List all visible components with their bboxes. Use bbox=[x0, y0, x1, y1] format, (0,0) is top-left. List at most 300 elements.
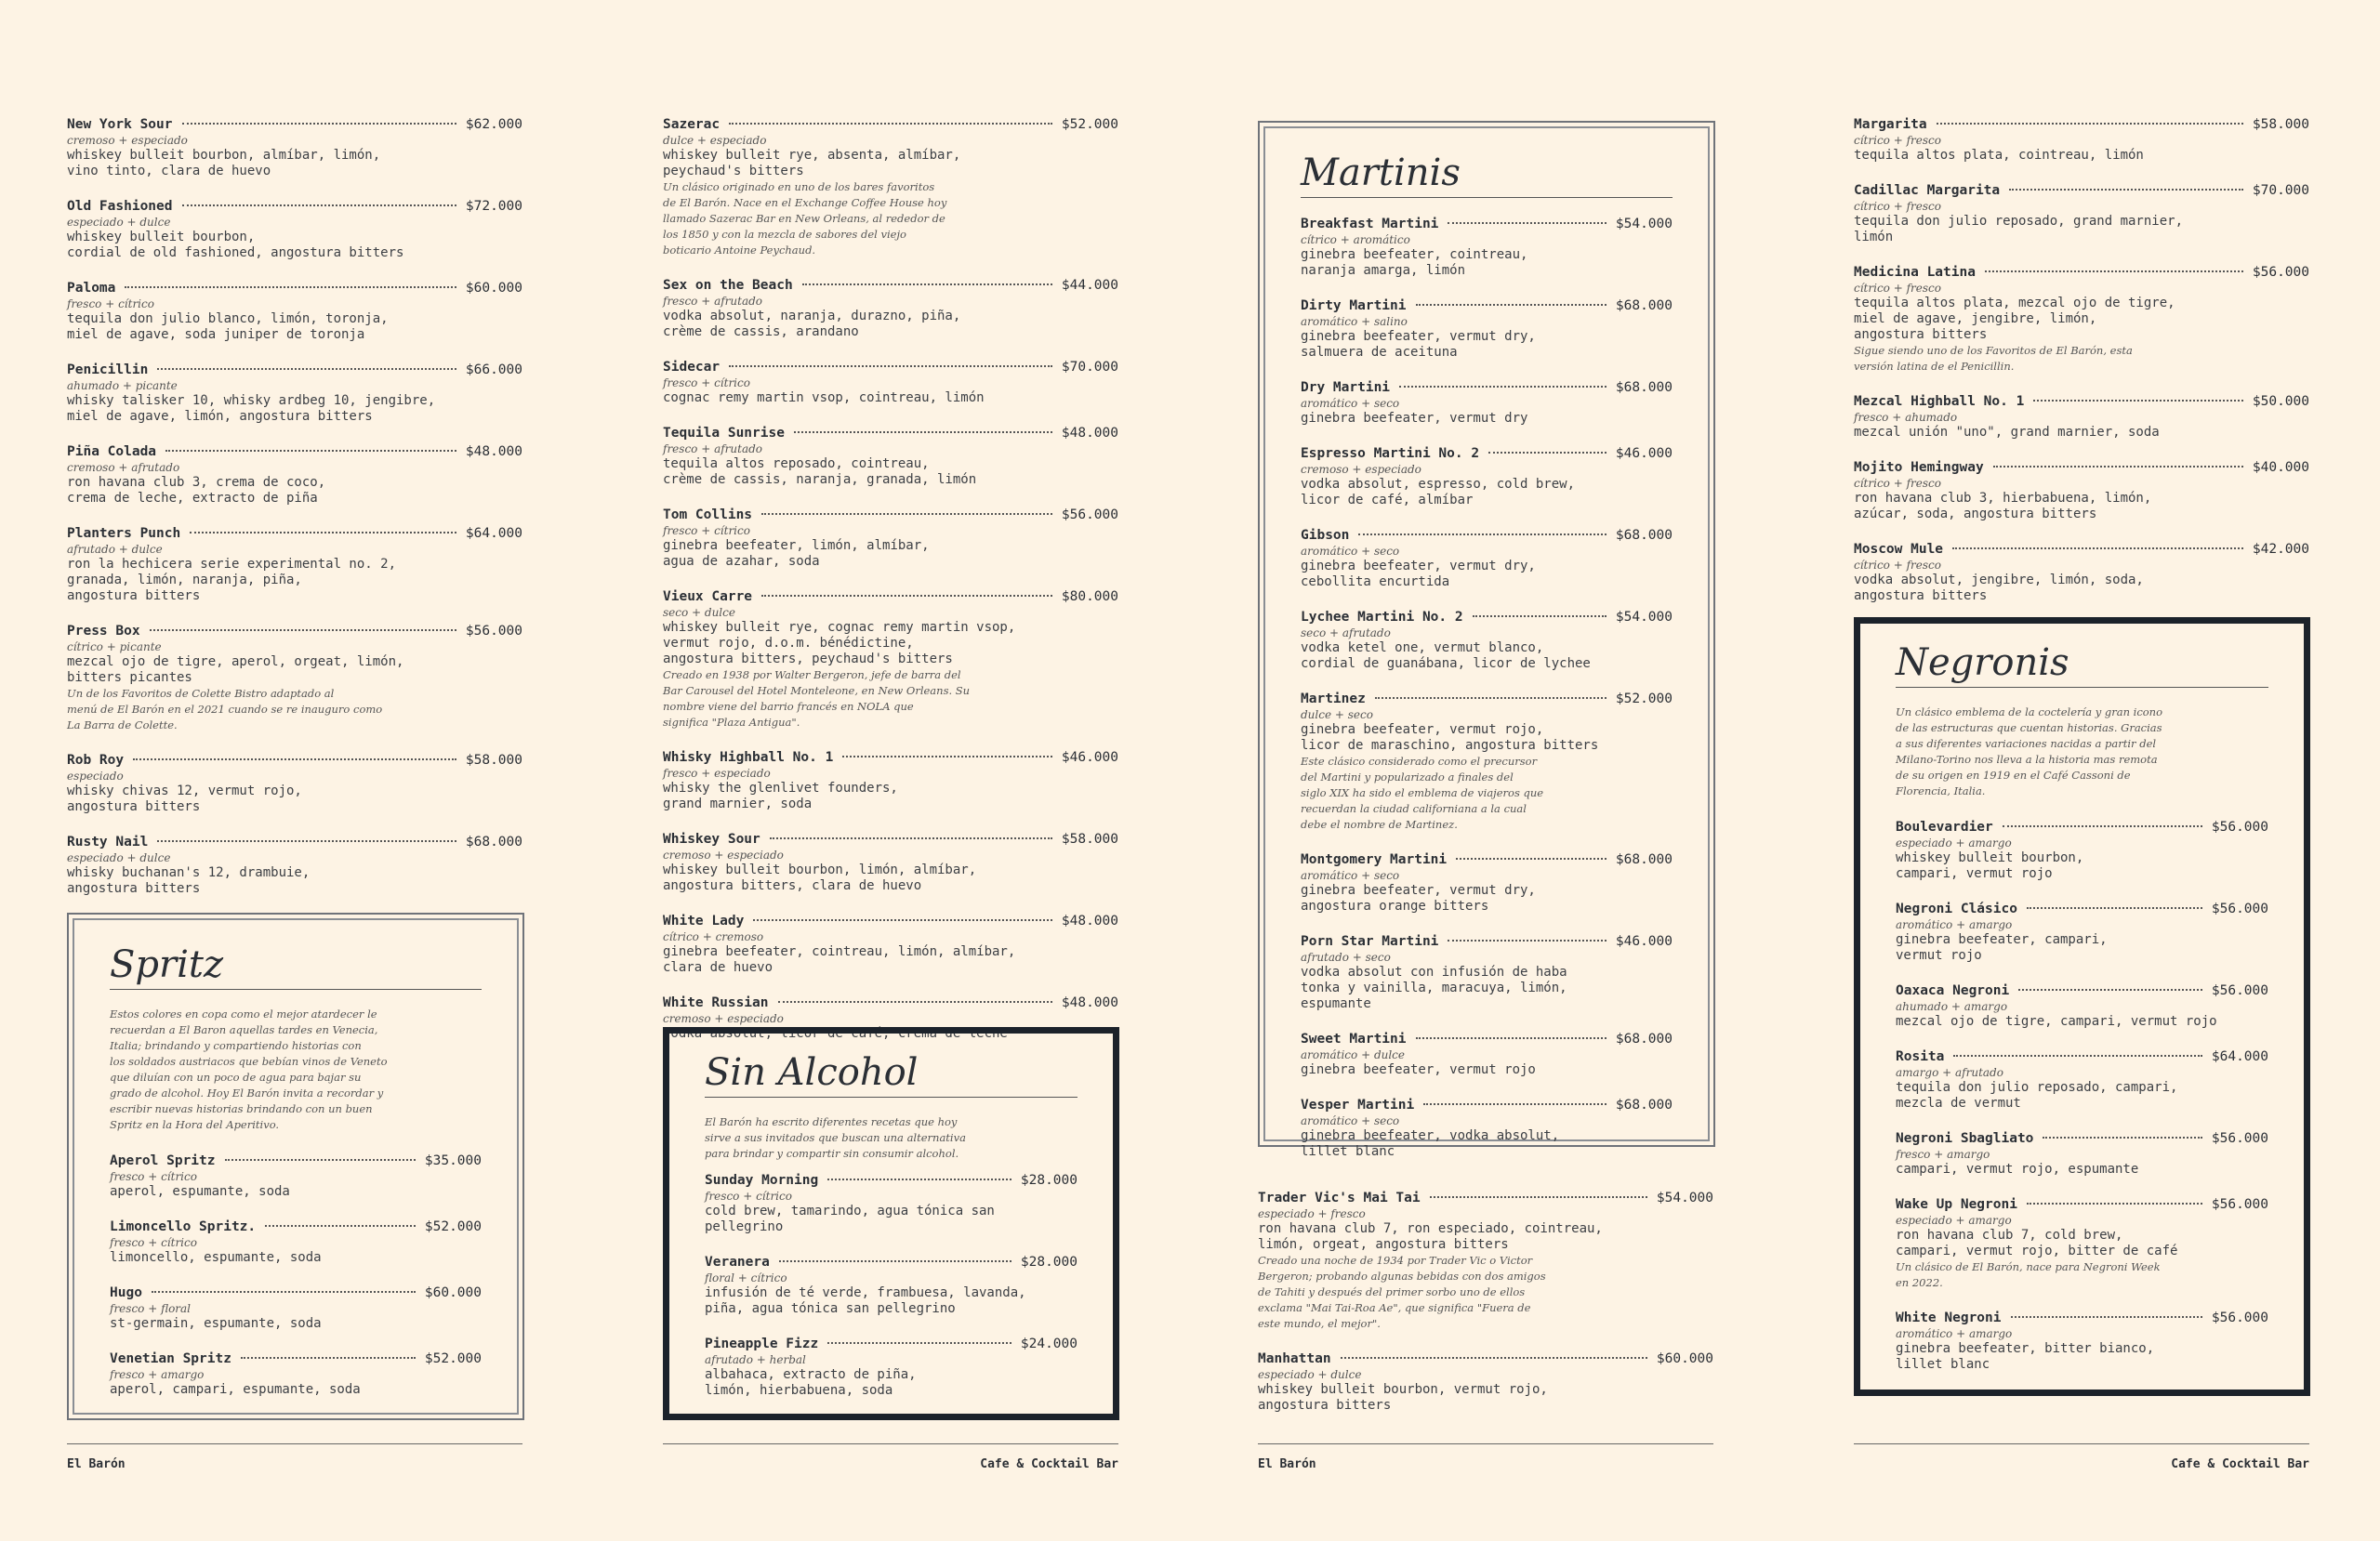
flavor-tags: fresco + cítrico bbox=[663, 524, 750, 537]
ingredients: limoncello, espumante, soda bbox=[110, 1250, 322, 1265]
drink-price: $56.000 bbox=[2211, 902, 2268, 916]
menu-item-row bbox=[663, 994, 1118, 1012]
menu-item-row bbox=[1896, 818, 2268, 836]
ingredients: whisky chivas 12, vermut rojo, angostura bitters bbox=[67, 784, 302, 814]
ingredients: ginebra beefeater, vermut dry, cebollita encurtida bbox=[1301, 559, 1536, 589]
drink-name: Tom Collins bbox=[663, 507, 753, 522]
menu-item-row bbox=[67, 115, 522, 134]
menu-item-row bbox=[1896, 981, 2268, 1000]
ingredients: vodka absolut, jengibre, limón, soda, angostura bitters bbox=[1854, 573, 2144, 603]
menu-item-row bbox=[1854, 263, 2309, 282]
drink-price: $54.000 bbox=[1615, 217, 1673, 231]
menu-item bbox=[1301, 215, 1673, 279]
dot-leader bbox=[125, 286, 456, 288]
dot-leader bbox=[1488, 452, 1606, 454]
flavor-tags: dulce + especiado bbox=[663, 134, 767, 147]
negronis-title: Negronis bbox=[1896, 640, 2268, 688]
ingredients: whiskey bulleit rye, absenta, almíbar, peychaud's bitters bbox=[663, 148, 961, 178]
drink-name: Cadillac Margarita bbox=[1854, 183, 2001, 198]
menu-item bbox=[663, 358, 1118, 406]
ingredients: whiskey bulleit rye, cognac remy martin vsop, vermut rojo, d.o.m. bénédictine, angostura bitters, peychaud's bitters bbox=[663, 620, 1016, 666]
dot-leader bbox=[827, 1179, 1012, 1180]
dot-leader bbox=[2027, 1203, 2202, 1205]
ingredients: tequila don julio blanco, limón, toronja, miel de agave, soda juniper de toronja bbox=[67, 311, 389, 342]
drink-price: $68.000 bbox=[465, 835, 522, 850]
history-note: Este clásico considerado como el precursor del Martini y popularizado a finales del siglo XIX ha sido el emblema de viajeros que recuerdan la ciudad californiana a la cual debe el nombre de Martinez. bbox=[1301, 755, 1544, 831]
drink-name: Aperol Spritz bbox=[110, 1153, 216, 1168]
flavor-tags: especiado + amargo bbox=[1896, 1214, 2012, 1227]
menu-item-row bbox=[1896, 900, 2268, 918]
drink-name: Breakfast Martini bbox=[1301, 217, 1439, 231]
menu-item-row bbox=[705, 1253, 1078, 1271]
drink-price: $60.000 bbox=[1656, 1351, 1713, 1366]
drink-price: $68.000 bbox=[1615, 1032, 1673, 1047]
dot-leader bbox=[2003, 825, 2202, 827]
flavor-tags: cremoso + especiado bbox=[663, 1012, 784, 1025]
ingredients: ginebra beefeater, vermut dry, salmuera de aceituna bbox=[1301, 329, 1536, 360]
menu-item bbox=[110, 1284, 482, 1332]
drink-price: $46.000 bbox=[1061, 750, 1118, 765]
flavor-tags: cítrico + fresco bbox=[1854, 134, 1941, 147]
ingredients: ginebra beefeater, bitter bianco, lillet blanc bbox=[1896, 1341, 2155, 1372]
sin-alcohol-list bbox=[705, 1171, 1078, 1399]
flavor-tags: aromático + seco bbox=[1301, 869, 1400, 882]
menu-item-row bbox=[663, 506, 1118, 524]
dot-leader bbox=[2009, 189, 2243, 191]
flavor-tags: fresco + especiado bbox=[663, 767, 771, 780]
flavor-tags: fresco + afrutado bbox=[663, 295, 763, 308]
spritz-list bbox=[110, 1152, 482, 1398]
menu-item-row bbox=[1258, 1350, 1713, 1368]
menu-item-row bbox=[1854, 392, 2309, 411]
dot-leader bbox=[2043, 1137, 2202, 1139]
drink-price: $58.000 bbox=[465, 753, 522, 768]
menu-item bbox=[67, 115, 522, 179]
menu-item-row bbox=[663, 587, 1118, 606]
dot-leader bbox=[794, 431, 1052, 433]
drink-name: Vieux Carre bbox=[663, 589, 753, 604]
menu-item bbox=[1854, 392, 2309, 441]
dot-leader bbox=[265, 1225, 416, 1227]
flavor-tags: fresco + cítrico bbox=[67, 297, 154, 310]
menu-item-row bbox=[67, 279, 522, 297]
footer-tagline-1: Cafe & Cocktail Bar bbox=[663, 1443, 1118, 1471]
menu-item bbox=[1301, 526, 1673, 590]
dot-leader bbox=[1993, 466, 2243, 468]
drink-name: Hugo bbox=[110, 1285, 142, 1300]
ingredients: cognac remy martin vsop, cointreau, limón bbox=[663, 390, 985, 405]
spritz-section bbox=[67, 913, 524, 1420]
menu-item-row bbox=[1301, 378, 1673, 397]
drink-name: Lychee Martini No. 2 bbox=[1301, 610, 1463, 625]
dot-leader bbox=[1416, 1037, 1606, 1039]
drink-price: $64.000 bbox=[465, 526, 522, 541]
menu-item bbox=[663, 424, 1118, 488]
drink-name: Mojito Hemingway bbox=[1854, 460, 1984, 475]
flavor-tags: cítrico + aromático bbox=[1301, 233, 1410, 246]
flavor-tags: aromático + seco bbox=[1301, 545, 1400, 558]
flavor-tags: especiado bbox=[67, 770, 124, 783]
drink-name: Sweet Martini bbox=[1301, 1032, 1407, 1047]
drink-name: Whiskey Sour bbox=[663, 832, 760, 847]
dot-leader bbox=[1937, 123, 2243, 125]
ingredients: albahaca, extracto de piña, limón, hierbabuena, soda bbox=[705, 1367, 917, 1398]
ingredients: whisky the glenlivet founders, grand marnier, soda bbox=[663, 781, 898, 811]
dot-leader bbox=[225, 1159, 416, 1161]
drink-price: $56.000 bbox=[2211, 1311, 2268, 1325]
martinis-list bbox=[1301, 215, 1673, 1160]
menu-item bbox=[1854, 263, 2309, 375]
footer-brand-2: El Barón bbox=[1258, 1443, 1713, 1471]
dot-leader bbox=[241, 1357, 416, 1359]
drink-price: $56.000 bbox=[2211, 1197, 2268, 1212]
dot-leader bbox=[1448, 940, 1606, 942]
menu-item bbox=[663, 748, 1118, 812]
drink-price: $28.000 bbox=[1020, 1173, 1078, 1188]
ingredients: vodka absolut, espresso, cold brew, licor de café, almíbar bbox=[1301, 477, 1576, 507]
menu-item bbox=[1258, 1189, 1713, 1332]
drink-name: Planters Punch bbox=[67, 526, 181, 541]
menu-item-row bbox=[663, 115, 1118, 134]
drink-price: $56.000 bbox=[2211, 820, 2268, 835]
drink-price: $48.000 bbox=[1061, 914, 1118, 929]
menu-item-row bbox=[705, 1171, 1078, 1190]
dot-leader bbox=[190, 532, 456, 533]
drink-name: Tequila Sunrise bbox=[663, 426, 785, 441]
drink-price: $68.000 bbox=[1615, 298, 1673, 313]
flavor-tags: cítrico + picante bbox=[67, 640, 162, 653]
flavor-tags: ahumado + picante bbox=[67, 379, 178, 392]
drink-name: Veranera bbox=[705, 1255, 770, 1270]
menu-item-row bbox=[67, 622, 522, 640]
drink-price: $44.000 bbox=[1061, 278, 1118, 293]
dot-leader bbox=[778, 1001, 1052, 1003]
menu-item bbox=[1854, 458, 2309, 522]
footer-brand-1: El Barón bbox=[67, 1443, 522, 1471]
drink-name: Negroni Sbagliato bbox=[1896, 1131, 2034, 1146]
ingredients: whiskey bulleit bourbon, almíbar, limón, vino tinto, clara de huevo bbox=[67, 148, 381, 178]
drink-name: Venetian Spritz bbox=[110, 1351, 231, 1366]
menu-item bbox=[1896, 900, 2268, 964]
drink-price: $70.000 bbox=[2252, 183, 2309, 198]
history-note: Un clásico originado en uno de los bares favoritos de El Barón. Nace en el Exchange Coffee House hoy llamado Sazerac Bar en New Orleans, al rededor de los 1850 y con la mezcla de sabores del viejo boticario Antoine Peychaud. bbox=[663, 180, 947, 257]
ingredients: tequila altos plata, cointreau, limón bbox=[1854, 148, 2144, 163]
ingredients: whisky talisker 10, whisky ardbeg 10, jengibre, miel de agave, limón, angostura bitters bbox=[67, 393, 436, 424]
flavor-tags: aromático + salino bbox=[1301, 315, 1408, 328]
ingredients: tequila don julio reposado, campari, mezcla de vermut bbox=[1896, 1080, 2178, 1111]
dot-leader bbox=[1985, 270, 2243, 272]
menu-item bbox=[663, 115, 1118, 258]
menu-item bbox=[663, 830, 1118, 894]
dot-leader bbox=[157, 368, 456, 370]
ingredients: vodka absolut, licor de café, crema de leche bbox=[663, 1026, 1008, 1041]
menu-item bbox=[67, 833, 522, 897]
martinis-section bbox=[1258, 121, 1715, 1159]
ingredients: infusión de té verde, frambuesa, lavanda, piña, agua tónica san pellegrino bbox=[705, 1285, 1026, 1316]
negronis-intro: Un clásico emblema de la coctelería y gran icono de las estructuras que cuentan historias. Gracias a sus diferentes variaciones nacidas a partir del Milano-Torino nos lleva a la historia mas remota de su origen en 1919 en el Café Cassoni de Florencia, Italia. bbox=[1896, 705, 2163, 797]
menu-item bbox=[1854, 181, 2309, 245]
dot-leader bbox=[1341, 1357, 1647, 1359]
drink-name: White Lady bbox=[663, 914, 745, 929]
menu-item bbox=[663, 506, 1118, 570]
menu-item bbox=[663, 912, 1118, 976]
ingredients: aperol, campari, espumante, soda bbox=[110, 1382, 361, 1397]
drink-name: White Negroni bbox=[1896, 1311, 2002, 1325]
ingredients: campari, vermut rojo, espumante bbox=[1896, 1162, 2139, 1177]
ingredients: mezcal ojo de tigre, campari, vermut rojo bbox=[1896, 1014, 2217, 1029]
drink-price: $40.000 bbox=[2252, 460, 2309, 475]
menu-item bbox=[1301, 1096, 1673, 1160]
drink-name: Negroni Clásico bbox=[1896, 902, 2017, 916]
drink-price: $56.000 bbox=[1061, 507, 1118, 522]
drink-name: New York Sour bbox=[67, 117, 173, 132]
dot-leader bbox=[779, 1260, 1012, 1262]
drink-name: Whisky Highball No. 1 bbox=[663, 750, 834, 765]
flavor-tags: cítrico + fresco bbox=[1854, 559, 1941, 572]
drink-name: Margarita bbox=[1854, 117, 1927, 132]
drink-name: Montgomery Martini bbox=[1301, 852, 1448, 867]
menu-item-row bbox=[1301, 526, 1673, 545]
menu-item-row bbox=[1854, 458, 2309, 477]
menu-item bbox=[67, 524, 522, 604]
dot-leader bbox=[753, 919, 1052, 921]
ingredients: ginebra beefeater, vermut dry, angostura orange bitters bbox=[1301, 883, 1536, 914]
menu-item bbox=[1896, 1129, 2268, 1178]
menu-item-row bbox=[67, 833, 522, 851]
menu-item bbox=[67, 279, 522, 343]
drink-price: $56.000 bbox=[2252, 265, 2309, 280]
ingredients: whiskey bulleit bourbon, campari, vermut rojo bbox=[1896, 850, 2084, 881]
menu-item bbox=[1301, 690, 1673, 833]
dot-leader bbox=[1423, 1103, 1606, 1105]
flavor-tags: seco + afrutado bbox=[1301, 626, 1391, 639]
menu-item-row bbox=[663, 748, 1118, 767]
dot-leader bbox=[802, 283, 1052, 285]
menu-item-row bbox=[1301, 296, 1673, 315]
drink-name: Limoncello Spritz. bbox=[110, 1219, 257, 1234]
drink-price: $28.000 bbox=[1020, 1255, 1078, 1270]
dot-leader bbox=[729, 365, 1052, 367]
menu-item-row bbox=[67, 751, 522, 770]
ingredients: vodka absolut, naranja, durazno, piña, crème de cassis, arandano bbox=[663, 309, 961, 339]
drink-name: Rosita bbox=[1896, 1049, 1945, 1064]
dot-leader bbox=[1430, 1196, 1647, 1198]
drink-price: $80.000 bbox=[1061, 589, 1118, 604]
menu-item-row bbox=[67, 197, 522, 216]
drink-name: Oaxaca Negroni bbox=[1896, 983, 2010, 998]
flavor-tags: cítrico + fresco bbox=[1854, 477, 1941, 490]
menu-item-row bbox=[663, 358, 1118, 376]
drink-name: Mezcal Highball No. 1 bbox=[1854, 394, 2025, 409]
drink-name: Sazerac bbox=[663, 117, 721, 132]
drink-name: Penicillin bbox=[67, 362, 149, 377]
dot-leader bbox=[152, 1291, 416, 1293]
footer-tagline-2: Cafe & Cocktail Bar bbox=[1854, 1443, 2309, 1471]
menu-item bbox=[1301, 1030, 1673, 1078]
sin-alcohol-section bbox=[663, 1027, 1119, 1420]
menu-item-row bbox=[110, 1350, 482, 1368]
history-note: Creado una noche de 1934 por Trader Vic o Victor Bergeron; probando algunas bebidas con dos amigos de Tahiti y después del primer sorbo uno de ellos exclama "Mai Tai-Roa Ae", que significa "Fuera de este mundo, el mejor". bbox=[1258, 1254, 1546, 1330]
ingredients: ginebra beefeater, campari, vermut rojo bbox=[1896, 932, 2108, 963]
drink-name: Sunday Morning bbox=[705, 1173, 819, 1188]
flavor-tags: especiado + dulce bbox=[1258, 1368, 1362, 1381]
drink-price: $54.000 bbox=[1656, 1191, 1713, 1205]
menu-item-row bbox=[1301, 1030, 1673, 1048]
menu-item-row bbox=[1301, 444, 1673, 463]
flavor-tags: cremoso + afrutado bbox=[67, 461, 180, 474]
drink-price: $50.000 bbox=[2252, 394, 2309, 409]
flavor-tags: cítrico + cremoso bbox=[663, 930, 764, 943]
menu-item-row bbox=[1854, 181, 2309, 200]
ingredients: tequila altos plata, mezcal ojo de tigre, miel de agave, jengibre, limón, angostura bitters bbox=[1854, 296, 2175, 342]
ingredients: ron la hechicera serie experimental no. 2, granada, limón, naranja, piña, angostura bitters bbox=[67, 557, 397, 603]
drink-name: Manhattan bbox=[1258, 1351, 1331, 1366]
menu-item bbox=[1896, 1195, 2268, 1291]
history-note: Creado en 1938 por Walter Bergeron, jefe de barra del Bar Carousel del Hotel Monteleone, en New Orleans. Su nombre viene del barrio francés en NOLA que significa "Plaza Antigua". bbox=[663, 668, 971, 729]
dot-leader bbox=[1953, 1055, 2202, 1057]
drink-name: Dirty Martini bbox=[1301, 298, 1407, 313]
flavor-tags: especiado + dulce bbox=[67, 216, 171, 229]
dot-leader bbox=[1399, 386, 1606, 388]
menu-item bbox=[705, 1253, 1078, 1317]
drink-price: $48.000 bbox=[465, 444, 522, 459]
drink-name: Old Fashioned bbox=[67, 199, 173, 214]
drink-price: $46.000 bbox=[1615, 446, 1673, 461]
flavor-tags: fresco + amargo bbox=[110, 1368, 205, 1381]
flavor-tags: afrutado + herbal bbox=[705, 1353, 806, 1366]
flavor-tags: floral + cítrico bbox=[705, 1271, 787, 1284]
flavor-tags: fresco + cítrico bbox=[705, 1190, 792, 1203]
ingredients: aperol, espumante, soda bbox=[110, 1184, 290, 1199]
menu-item bbox=[1301, 932, 1673, 1012]
menu-item-row bbox=[1301, 690, 1673, 708]
flavor-tags: cítrico + fresco bbox=[1854, 282, 1941, 295]
menu-item-row bbox=[1301, 215, 1673, 233]
drink-price: $48.000 bbox=[1061, 995, 1118, 1010]
drink-name: Vesper Martini bbox=[1301, 1098, 1415, 1113]
drink-price: $52.000 bbox=[1061, 117, 1118, 132]
menu-item bbox=[663, 276, 1118, 340]
menu-item bbox=[1896, 818, 2268, 882]
dot-leader bbox=[729, 123, 1052, 125]
drink-price: $56.000 bbox=[2211, 1131, 2268, 1146]
menu-item-row bbox=[1854, 540, 2309, 559]
menu-item bbox=[110, 1218, 482, 1266]
menu-column-3-extra bbox=[1258, 1189, 1713, 1431]
drink-price: $68.000 bbox=[1615, 528, 1673, 543]
dot-leader bbox=[182, 123, 456, 125]
flavor-tags: fresco + cítrico bbox=[663, 376, 750, 389]
flavor-tags: cítrico + fresco bbox=[1854, 200, 1941, 213]
ingredients: whiskey bulleit bourbon, limón, almíbar, angostura bitters, clara de huevo bbox=[663, 863, 977, 893]
sin-alcohol-intro: El Barón ha escrito diferentes recetas que hoy sirve a sus invitados que buscan una alternativa para brindar y compartir sin consumir alcohol. bbox=[705, 1115, 966, 1160]
flavor-tags: dulce + seco bbox=[1301, 708, 1373, 721]
menu-item-row bbox=[1896, 1047, 2268, 1066]
flavor-tags: seco + dulce bbox=[663, 606, 735, 619]
drink-name: Rusty Nail bbox=[67, 835, 149, 850]
dot-leader bbox=[1358, 533, 1606, 535]
dot-leader bbox=[133, 758, 456, 760]
flavor-tags: aromático + amargo bbox=[1896, 918, 2013, 931]
drink-name: Sidecar bbox=[663, 360, 721, 375]
menu-item-row bbox=[1301, 850, 1673, 869]
dot-leader bbox=[1375, 697, 1606, 699]
menu-item-row bbox=[1896, 1195, 2268, 1214]
drink-name: Medicina Latina bbox=[1854, 265, 1976, 280]
drink-price: $68.000 bbox=[1615, 1098, 1673, 1113]
flavor-tags: afrutado + seco bbox=[1301, 951, 1391, 964]
drink-price: $58.000 bbox=[2252, 117, 2309, 132]
menu-item-row bbox=[1258, 1189, 1713, 1207]
menu-item bbox=[1854, 540, 2309, 604]
flavor-tags: especiado + dulce bbox=[67, 851, 171, 864]
menu-item-row bbox=[663, 830, 1118, 849]
negronis-list bbox=[1896, 818, 2268, 1373]
dot-leader bbox=[1416, 304, 1606, 306]
menu-item-row bbox=[110, 1284, 482, 1302]
menu-item-row bbox=[705, 1335, 1078, 1353]
menu-item bbox=[705, 1171, 1078, 1235]
drink-price: $46.000 bbox=[1615, 934, 1673, 949]
drink-price: $58.000 bbox=[1061, 832, 1118, 847]
menu-item bbox=[110, 1152, 482, 1200]
menu-item bbox=[67, 751, 522, 815]
menu-item bbox=[1258, 1350, 1713, 1414]
sin-alcohol-title: Sin Alcohol bbox=[705, 1050, 1078, 1098]
flavor-tags: fresco + cítrico bbox=[110, 1170, 197, 1183]
drink-name: Wake Up Negroni bbox=[1896, 1197, 2017, 1212]
menu-item bbox=[67, 361, 522, 425]
ingredients: tequila altos reposado, cointreau, crème de cassis, naranja, granada, limón bbox=[663, 456, 977, 487]
flavor-tags: cremoso + especiado bbox=[1301, 463, 1421, 476]
drink-price: $56.000 bbox=[465, 624, 522, 639]
menu-item bbox=[1301, 608, 1673, 672]
menu-column-1 bbox=[67, 115, 522, 915]
drink-price: $35.000 bbox=[424, 1153, 482, 1168]
drink-name: Pineapple Fizz bbox=[705, 1337, 819, 1351]
menu-item bbox=[1301, 850, 1673, 915]
menu-item-row bbox=[1896, 1129, 2268, 1148]
drink-price: $60.000 bbox=[465, 281, 522, 296]
menu-item-row bbox=[663, 424, 1118, 442]
menu-item-row bbox=[663, 912, 1118, 930]
negronis-section bbox=[1854, 617, 2310, 1396]
drink-price: $52.000 bbox=[424, 1219, 482, 1234]
flavor-tags: fresco + cítrico bbox=[110, 1236, 197, 1249]
drink-name: Moscow Mule bbox=[1854, 542, 1944, 557]
menu-column-2 bbox=[663, 115, 1118, 1060]
menu-item bbox=[1896, 1309, 2268, 1373]
flavor-tags: fresco + ahumado bbox=[1854, 411, 1958, 424]
menu-item-row bbox=[1896, 1309, 2268, 1327]
menu-item bbox=[663, 587, 1118, 731]
ingredients: ginebra beefeater, vermut dry bbox=[1301, 411, 1528, 426]
drink-name: Trader Vic's Mai Tai bbox=[1258, 1191, 1421, 1205]
history-note: Un de los Favoritos de Colette Bistro adaptado al menú de El Barón en el 2021 cuando se re inauguro como La Barra de Colette. bbox=[67, 687, 383, 731]
drink-name: Martinez bbox=[1301, 691, 1366, 706]
flavor-tags: aromático + amargo bbox=[1896, 1327, 2013, 1340]
drink-price: $62.000 bbox=[465, 117, 522, 132]
flavor-tags: amargo + afrutado bbox=[1896, 1066, 2003, 1079]
flavor-tags: aromático + seco bbox=[1301, 1114, 1400, 1127]
dot-leader bbox=[770, 837, 1052, 839]
dot-leader bbox=[2018, 989, 2202, 991]
drink-price: $70.000 bbox=[1061, 360, 1118, 375]
drink-price: $48.000 bbox=[1061, 426, 1118, 441]
menu-item-row bbox=[110, 1218, 482, 1236]
ingredients: vodka ketel one, vermut blanco, cordial de guanábana, licor de lychee bbox=[1301, 640, 1591, 671]
spritz-intro: Estos colores en copa como el mejor atardecer le recuerdan a El Baron aquellas tardes en Venecia, Italia; brindando y compartiendo historias con los soldados austriacos que bebían vinos de Veneto que diluían con un poco de agua para bajar su grado de alcohol. Hoy El Barón invita a recordar y escribir nuevas historias brindando con un buen Spritz en la Hora del Aperitivo. bbox=[110, 1008, 388, 1131]
